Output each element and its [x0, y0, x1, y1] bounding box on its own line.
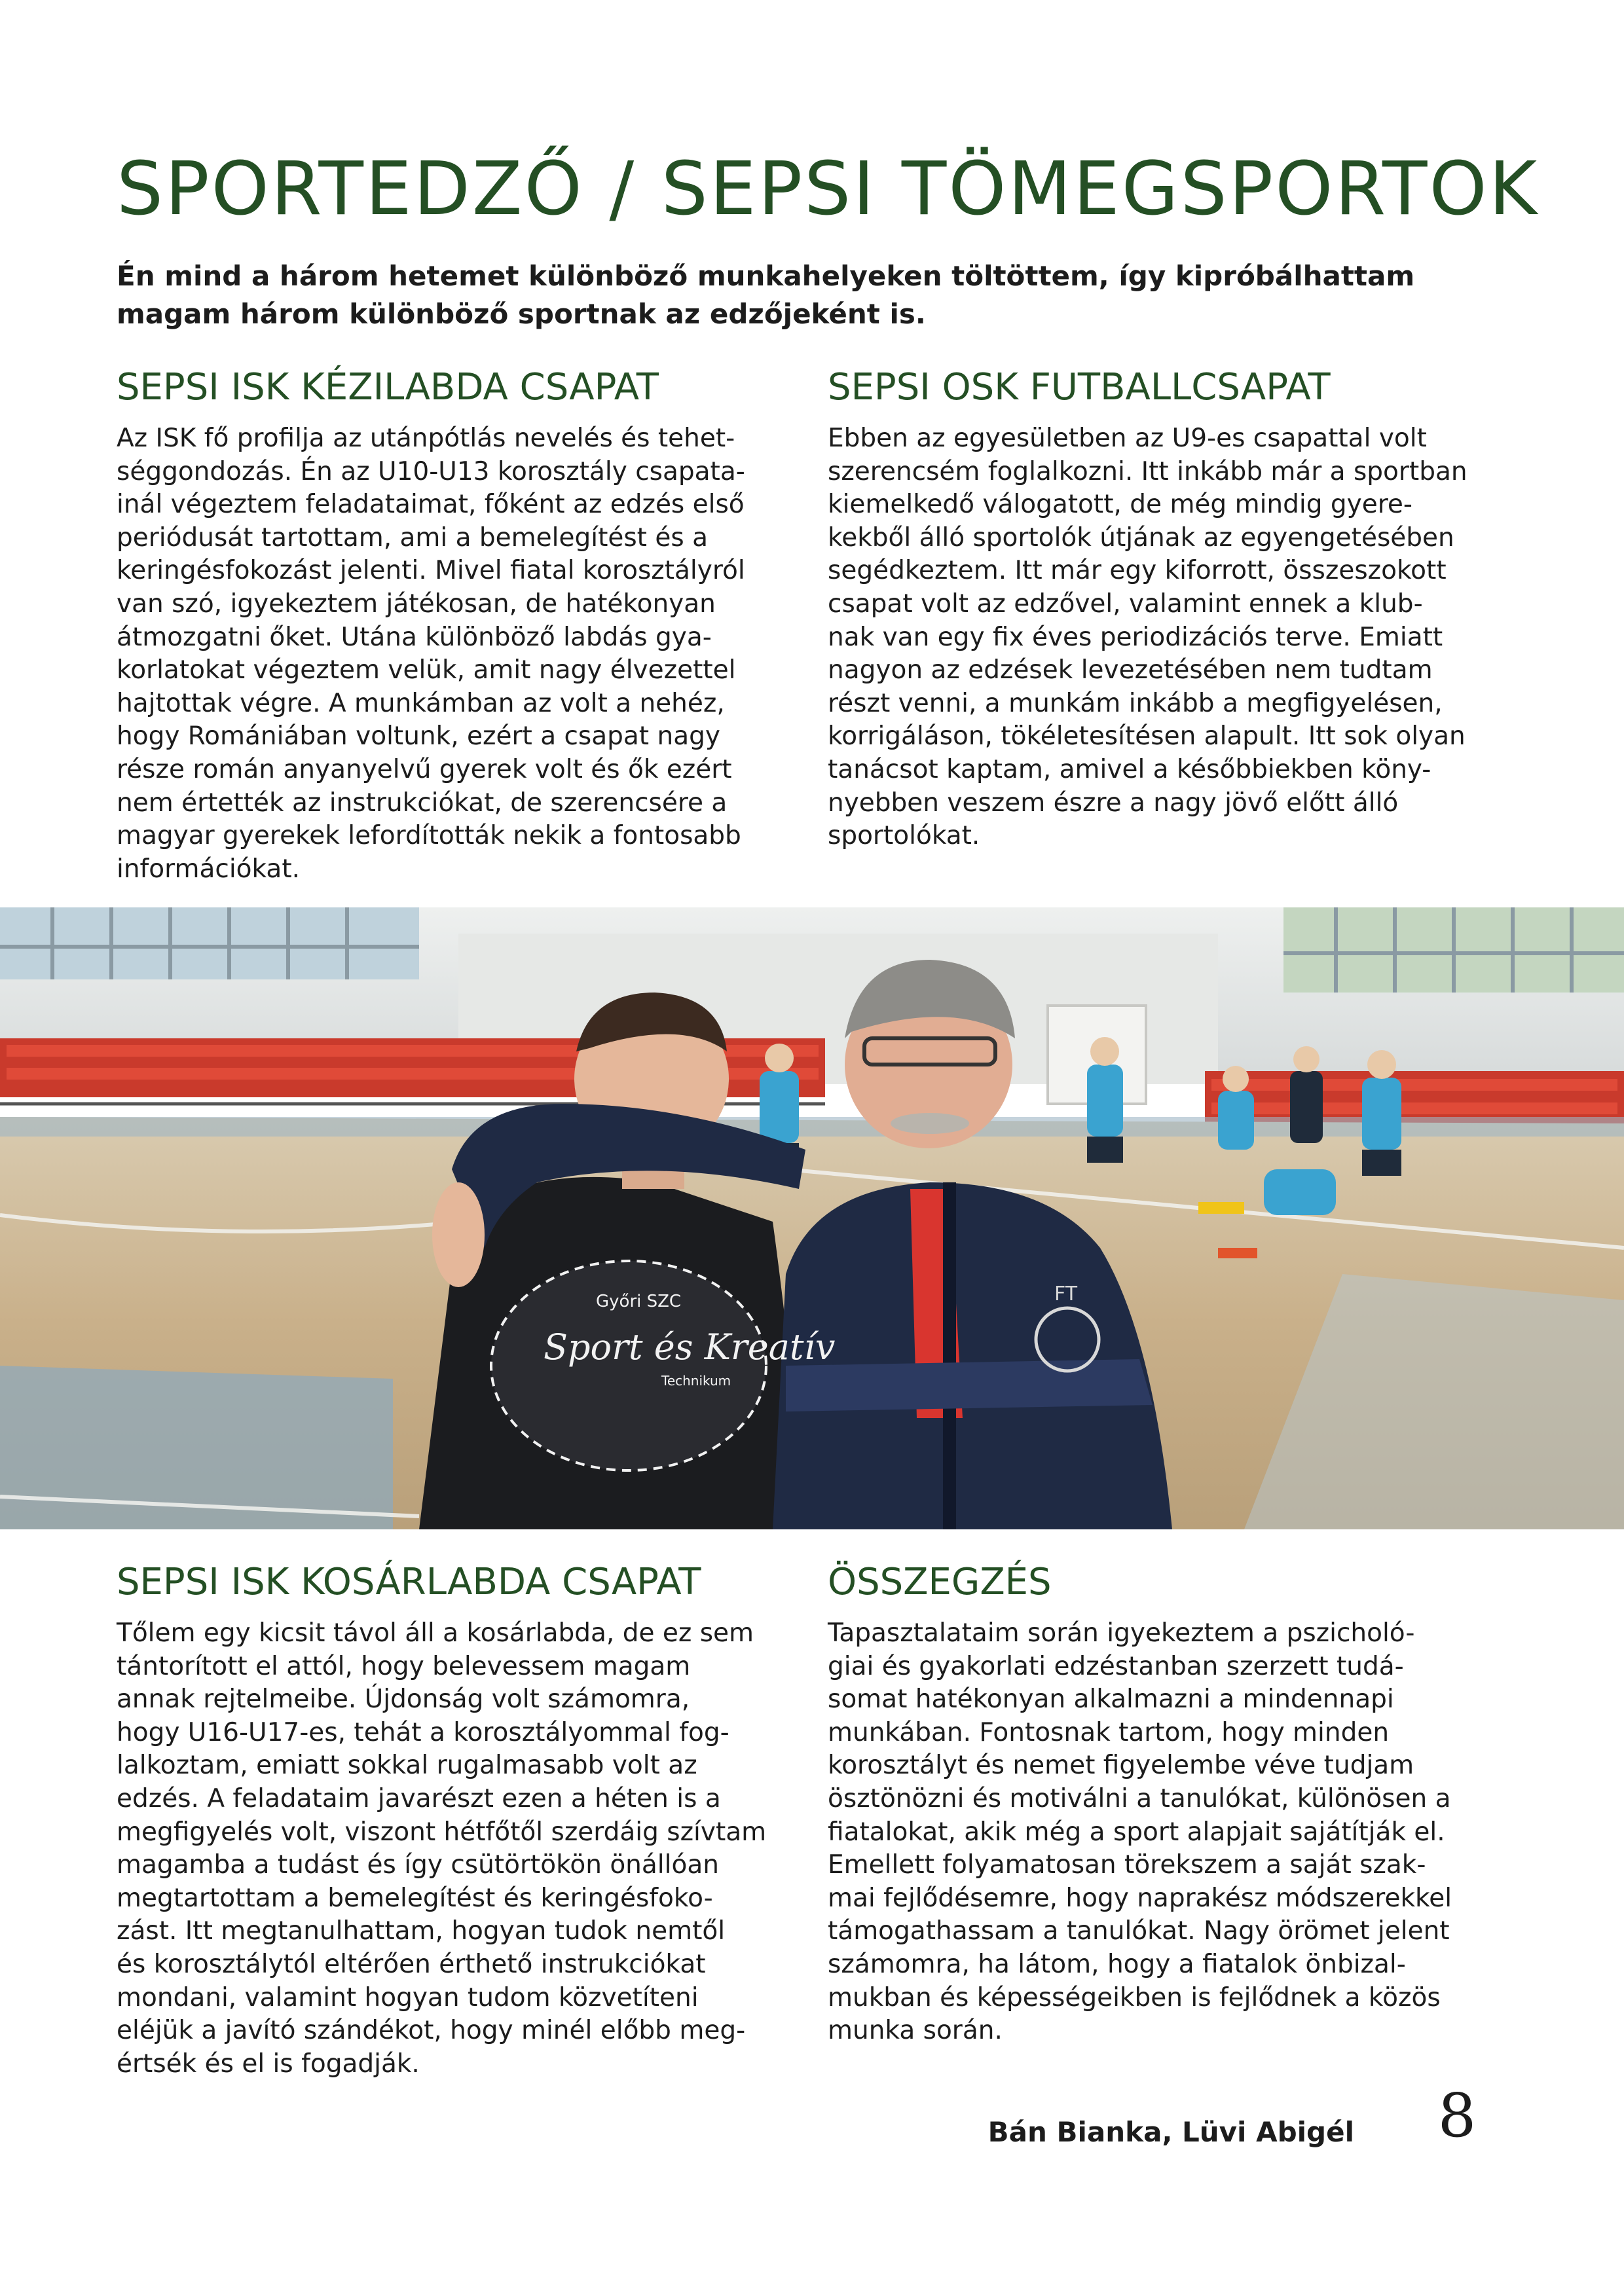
page-title: SPORTEDZŐ / SEPSI TÖMEGSPORTOK: [117, 147, 1540, 232]
shirt-text-logo: Sport és Kreatív: [544, 1326, 836, 1368]
jacket-text: FT: [1054, 1283, 1078, 1305]
section-body-basketball: Tőlem egy kicsit távol áll a kosárlabda, de ez sem tántorított el attól, hogy belevessem magam annak rejtelmeibe. Újdonság volt számomra, hogy U16-U17-es, tehát a korosztályommal fog- lalkoztam, emiatt sokkal rugalmasabb volt az edzés. A feladataim javarészt ezen a héten is a megfigyelés volt, viszont hétfőtől szerdáig szívtam magamba a tudást és így csütörtökön önállóan megtartottam a bemelegítést és keringésfoko- zást. Itt megtanulhattam, hogyan tudok nemtől és korosztálytól eltérően érthető instrukciókat mondani, valamint hogyan tudom közvetíteni eléjük a javító szándékot, hogy minél előbb meg- értsék és el is fogadják.: [117, 1618, 767, 2079]
lead-paragraph: Én mind a három hetemet különböző munkahelyeken töltöttem, így kipróbálhattam magam három különböző sportnak az edzőjeként is.: [117, 260, 1415, 330]
section-heading-football: SEPSI OSK FUTBALLCSAPAT: [828, 366, 1331, 409]
section-heading-handball: SEPSI ISK KÉZILABDA CSAPAT: [117, 366, 659, 409]
page-number: 8: [1437, 2081, 1477, 2151]
shirt-text-technikum: Technikum: [661, 1373, 731, 1389]
section-body-football: Ebben az egyesületben az U9-es csapattal volt szerencsém foglalkozni. Itt inkább már a sportban kiemelkedő válogatott, de még mindig gyere- kekből álló sportolók útjának az egyengetésében segédkeztem. Itt már egy kiforrott, összeszokott csapat volt az edzővel, valamint ennek a klub- nak van egy fix éves periodizációs terve. Emiatt nagyon az edzések levezetésében nem tudtam részt venni, a munkám inkább a megfigyelésen, korrigáláson, tökéletesítésen alapult. Itt sok olyan tanácsot kaptam, amivel a későbbiekben köny- nyebben veszem észre a nagy jövő előtt álló sportolókat.: [828, 424, 1467, 851]
shirt-text-school: Győri SZC: [596, 1292, 682, 1311]
section-heading-basketball: SEPSI ISK KOSÁRLABDA CSAPAT: [117, 1561, 701, 1603]
author-credit: Bán Bianka, Lüvi Abigél: [987, 2116, 1354, 2148]
sports-hall-photo: [0, 907, 1624, 1529]
team-photo: [0, 907, 1624, 1529]
section-body-handball: Az ISK fő profilja az utánpótlás nevelés és tehet- séggondozás. Én az U10-U13 korosztály csapata- inál végeztem feladataimat, főként az edzés első periódusát tartottam, ami a bemelegítést és a keringésfokozást jelenti. Mivel fiatal korosztályról van szó, igyekeztem játékosan, de hatékonyan átmozgatni őket. Utána különböző labdás gya- korlatokat végeztem velük, amit nagy élvezettel hajtottak végre. A munkámban az volt a nehéz, hogy Romániában voltunk, ezért a csapat nagy része román anyanyelvű gyerek volt és ők ezért nem értették az instrukciókat, de szerencsére a magyar gyerekek lefordították nekik a fontosabb információkat.: [117, 424, 745, 884]
section-body-summary: Tapasztalataim során igyekeztem a pszicholó- giai és gyakorlati edzéstanban szerzett tudá- somat hatékonyan alkalmazni a mindennapi munkában. Fontosnak tartom, hogy minden korosztályt és nemet figyelembe véve tudjam ösztönözni és motiválni a tanulókat, különösen a fiatalokat, akik még a sport alapjait sajátítják el. Emellett folyamatosan törekszem a saját szak- mai fejlődésemre, hogy naprakész módszerekkel támogathassam a tanulókat. Nagy örömet jelent számomra, ha látom, hogy a fiatalok önbizal- mukban és képességeikben is fejlődnek a közös munka során.: [828, 1618, 1452, 2046]
section-heading-summary: ÖSSZEGZÉS: [828, 1561, 1052, 1603]
